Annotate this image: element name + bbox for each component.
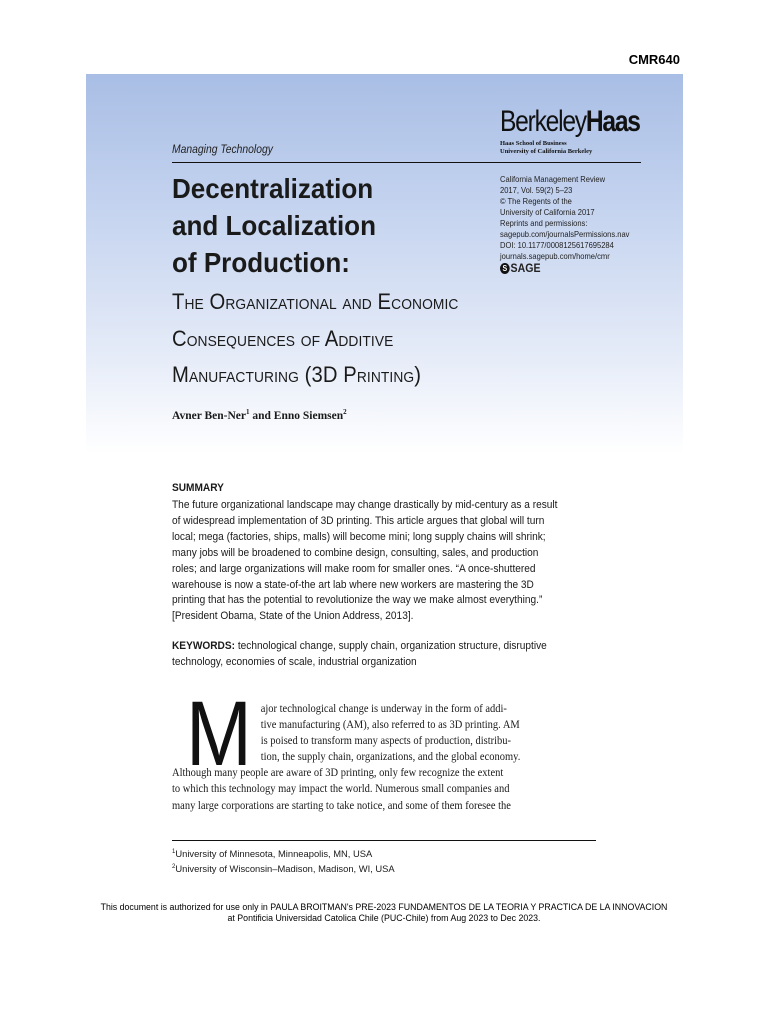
summary-line: many jobs will be broadened to combine design, consulting, sales, and production bbox=[172, 546, 539, 559]
body-line: tive manufacturing (AM), also referred to as 3D printing. AM bbox=[260, 718, 520, 732]
usage-notice bbox=[0, 902, 768, 924]
journal-line: California Management Review bbox=[500, 174, 606, 184]
author-name: Avner Ben-Ner bbox=[172, 409, 246, 422]
summary-line: warehouse is now a state-of-the art lab where new workers are mastering the 3D bbox=[172, 578, 534, 591]
subtitle-line: Manufacturing (3D Printing) bbox=[172, 362, 422, 387]
footnote-text: University of Minnesota, Minneapolis, MN, USA bbox=[175, 848, 373, 860]
author-affiliation-mark: 2 bbox=[343, 408, 347, 416]
sage-logo bbox=[500, 263, 641, 274]
sage-icon: S bbox=[500, 263, 510, 274]
subtitle-line: The Organizational and Economic bbox=[172, 289, 459, 314]
header-rule bbox=[172, 162, 641, 163]
journal-line: DOI: 10.1177/0008125617695284 bbox=[500, 240, 614, 250]
summary-text bbox=[172, 498, 596, 625]
footnote-mark: 1 bbox=[172, 849, 176, 855]
keywords-line: technology, economies of scale, industrial organization bbox=[172, 655, 417, 668]
author-affiliation-mark: 1 bbox=[246, 408, 250, 416]
summary-line: printing that has the potential to revolutionize the way we make almost everything.” bbox=[172, 594, 543, 607]
journal-line: sagepub.com/journalsPermissions.nav bbox=[500, 229, 630, 239]
authors bbox=[172, 408, 347, 422]
journal-line: Reprints and permissions: bbox=[500, 218, 588, 228]
article-subtitle bbox=[172, 284, 592, 394]
summary-heading: SUMMARY bbox=[172, 482, 224, 494]
journal-line: University of California 2017 bbox=[500, 207, 595, 217]
keywords-label: KEYWORDS: bbox=[172, 640, 236, 652]
body-line: tion, the supply chain, organizations, and the global economy. bbox=[260, 750, 521, 764]
brand-name-part2: Haas bbox=[585, 105, 640, 138]
brand-subline-2: University of California Berkeley bbox=[500, 148, 593, 155]
notice-line: This document is authorized for use only in PAULA BROITMAN's PRE-2023 FUNDAMENTOS DE LA TEORIA Y PRACTICA DE LA INNOVACION bbox=[100, 902, 668, 912]
section-label: Managing Technology bbox=[172, 144, 273, 156]
keywords-text: technological change, supply chain, organization structure, disruptive bbox=[235, 640, 547, 652]
journal-line: journals.sagepub.com/home/cmr bbox=[500, 251, 610, 261]
title-line: and Localization bbox=[172, 210, 377, 241]
body-line: to which this technology may impact the world. Numerous small companies and bbox=[172, 782, 510, 796]
summary-line: of widespread implementation of 3D printing. This article argues that global will turn bbox=[172, 514, 545, 527]
drop-cap: M bbox=[186, 683, 250, 785]
body-line: is poised to transform many aspects of production, distribu- bbox=[260, 734, 512, 748]
article-title bbox=[172, 170, 460, 281]
brand-name-part1: Berkeley bbox=[500, 105, 586, 138]
subtitle-line: Consequences of Additive bbox=[172, 325, 394, 351]
footnote bbox=[172, 846, 395, 861]
brand-subline-1: Haas School of Business bbox=[500, 140, 567, 147]
title-line: Decentralization bbox=[172, 173, 374, 204]
footnote-mark: 2 bbox=[172, 863, 176, 870]
brand-name bbox=[500, 105, 640, 138]
journal-info bbox=[500, 174, 660, 274]
summary-line: The future organizational landscape may change drastically by mid-century as a result bbox=[172, 499, 558, 511]
footnote bbox=[172, 861, 395, 876]
footnote-rule bbox=[172, 840, 596, 841]
journal-line: © The Regents of the bbox=[500, 196, 572, 206]
berkeley-haas-logo bbox=[500, 106, 640, 156]
body-line: many large corporations are starting to take notice, and some of them foresee the bbox=[172, 798, 511, 812]
body-text bbox=[172, 701, 596, 814]
journal-line: 2017, Vol. 59(2) 5–23 bbox=[500, 185, 573, 195]
document-code: CMR640 bbox=[628, 52, 680, 67]
summary-line: [President Obama, State of the Union Address, 2013]. bbox=[172, 610, 414, 623]
author-connector: and bbox=[249, 409, 274, 422]
publisher-name: SAGE bbox=[510, 261, 541, 275]
title-line: of Production: bbox=[172, 247, 350, 278]
author-name: Enno Siemsen bbox=[273, 409, 344, 422]
footnote-text: University of Wisconsin–Madison, Madison, WI, USA bbox=[175, 862, 395, 874]
summary-line: local; mega (factories, ships, malls) will become mini; long supply chains will shrink; bbox=[172, 530, 546, 543]
keywords bbox=[172, 639, 596, 671]
body-line: Although many people are aware of 3D printing, only few recognize the extent bbox=[172, 766, 504, 780]
body-line: ajor technological change is underway in the form of addi- bbox=[260, 702, 507, 715]
footnotes bbox=[172, 846, 395, 875]
summary-line: roles; and large organizations will make room for smaller ones. “A once-shuttered bbox=[172, 562, 536, 575]
notice-line: at Pontificia Universidad Catolica Chile (PUC-Chile) from Aug 2023 to Dec 2023. bbox=[227, 913, 541, 923]
keywords-line bbox=[172, 639, 556, 655]
